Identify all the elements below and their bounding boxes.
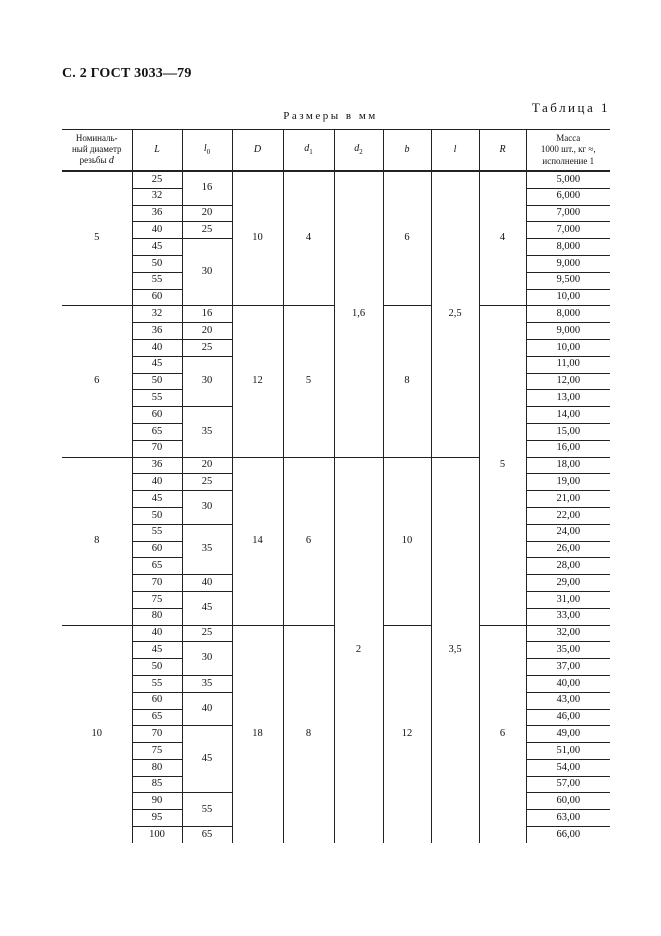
cell-d2: 1,6 <box>334 171 383 457</box>
cell-L: 55 <box>132 272 182 289</box>
cell-l0: 40 <box>182 575 232 592</box>
cell-L: 70 <box>132 726 182 743</box>
cell-L: 45 <box>132 239 182 256</box>
cell-l0: 30 <box>182 491 232 525</box>
cell-mass: 5,000 <box>526 171 610 188</box>
cell-mass: 10,00 <box>526 289 610 306</box>
cell-L: 70 <box>132 575 182 592</box>
cell-d: 8 <box>62 457 132 625</box>
cell-l0: 20 <box>182 323 232 340</box>
table-label: Таблица 1 <box>531 100 610 115</box>
cell-mass: 33,00 <box>526 608 610 625</box>
cell-L: 60 <box>132 289 182 306</box>
cell-L: 75 <box>132 743 182 760</box>
col-header-d: Номиналь- ный диаметр резьбы d <box>62 130 132 172</box>
cell-mass: 35,00 <box>526 642 610 659</box>
cell-D: 14 <box>232 457 283 625</box>
cell-b: 6 <box>383 171 431 306</box>
cell-l0: 30 <box>182 642 232 676</box>
cell-L: 40 <box>132 339 182 356</box>
cell-l: 3,5 <box>431 457 479 843</box>
cell-L: 100 <box>132 827 182 843</box>
cell-D: 18 <box>232 625 283 843</box>
col-header-l: l <box>431 130 479 172</box>
cell-b: 10 <box>383 457 431 625</box>
col-header-d2: $d_2$ <box>334 130 383 172</box>
cell-mass: 10,00 <box>526 339 610 356</box>
cell-l0: 40 <box>182 692 232 726</box>
cell-mass: 46,00 <box>526 709 610 726</box>
cell-mass: 60,00 <box>526 793 610 810</box>
cell-L: 36 <box>132 323 182 340</box>
cell-L: 65 <box>132 423 182 440</box>
cell-L: 36 <box>132 457 182 474</box>
cell-mass: 21,00 <box>526 491 610 508</box>
cell-mass: 66,00 <box>526 827 610 843</box>
cell-L: 90 <box>132 793 182 810</box>
cell-mass: 40,00 <box>526 675 610 692</box>
cell-l0: 25 <box>182 474 232 491</box>
cell-l0: 30 <box>182 356 232 406</box>
cell-L: 70 <box>132 440 182 457</box>
cell-R: 5 <box>479 306 526 625</box>
cell-L: 36 <box>132 205 182 222</box>
cell-mass: 8,000 <box>526 306 610 323</box>
cell-L: 80 <box>132 759 182 776</box>
cell-L: 55 <box>132 390 182 407</box>
cell-d1: 5 <box>283 306 334 457</box>
page-header: С. 2 ГОСТ 3033—79 <box>62 66 192 81</box>
col-header-D: D <box>232 130 283 172</box>
cell-mass: 22,00 <box>526 507 610 524</box>
cell-mass: 31,00 <box>526 591 610 608</box>
cell-R: 6 <box>479 625 526 843</box>
cell-l0: 55 <box>182 793 232 827</box>
cell-l0: 35 <box>182 407 232 457</box>
cell-mass: 14,00 <box>526 407 610 424</box>
cell-mass: 11,00 <box>526 356 610 373</box>
cell-b: 12 <box>383 625 431 843</box>
cell-l0: 20 <box>182 457 232 474</box>
cell-L: 32 <box>132 188 182 205</box>
cell-l0: 16 <box>182 171 232 205</box>
cell-d: 10 <box>62 625 132 843</box>
table-body <box>62 171 610 843</box>
cell-mass: 9,500 <box>526 272 610 289</box>
cell-L: 60 <box>132 692 182 709</box>
cell-L: 25 <box>132 171 182 188</box>
cell-b: 8 <box>383 306 431 457</box>
table-row <box>62 457 610 474</box>
cell-L: 55 <box>132 675 182 692</box>
cell-L: 65 <box>132 558 182 575</box>
cell-R: 4 <box>479 171 526 306</box>
cell-mass: 49,00 <box>526 726 610 743</box>
cell-L: 80 <box>132 608 182 625</box>
cell-L: 45 <box>132 356 182 373</box>
cell-mass: 13,00 <box>526 390 610 407</box>
cell-L: 75 <box>132 591 182 608</box>
cell-l0: 16 <box>182 306 232 323</box>
cell-l0: 25 <box>182 625 232 642</box>
cell-l0: 20 <box>182 205 232 222</box>
cell-d2: 2 <box>334 457 383 843</box>
cell-mass: 24,00 <box>526 524 610 541</box>
cell-l0: 45 <box>182 726 232 793</box>
cell-l0: 65 <box>182 827 232 843</box>
cell-L: 40 <box>132 474 182 491</box>
cell-L: 40 <box>132 222 182 239</box>
cell-L: 50 <box>132 255 182 272</box>
cell-mass: 28,00 <box>526 558 610 575</box>
cell-L: 60 <box>132 541 182 558</box>
cell-mass: 16,00 <box>526 440 610 457</box>
cell-l: 2,5 <box>431 171 479 457</box>
cell-L: 65 <box>132 709 182 726</box>
cell-L: 50 <box>132 659 182 676</box>
cell-mass: 9,000 <box>526 255 610 272</box>
cell-mass: 18,00 <box>526 457 610 474</box>
cell-L: 45 <box>132 491 182 508</box>
col-header-d1: $d_1$ <box>283 130 334 172</box>
cell-mass: 7,000 <box>526 205 610 222</box>
cell-d: 5 <box>62 171 132 306</box>
cell-mass: 19,00 <box>526 474 610 491</box>
dimensions-note: Размеры в мм <box>283 110 378 122</box>
cell-d1: 4 <box>283 171 334 306</box>
cell-d1: 6 <box>283 457 334 625</box>
col-header-L: L <box>132 130 182 172</box>
cell-mass: 32,00 <box>526 625 610 642</box>
cell-mass: 6,000 <box>526 188 610 205</box>
cell-mass: 26,00 <box>526 541 610 558</box>
cell-mass: 15,00 <box>526 423 610 440</box>
cell-L: 50 <box>132 507 182 524</box>
cell-D: 12 <box>232 306 283 457</box>
table-header-row <box>62 130 610 172</box>
col-header-mass: Масса 1000 шт., кг ≈, исполнение 1 <box>526 130 610 172</box>
cell-L: 85 <box>132 776 182 793</box>
col-header-l0: $l_0$ <box>182 130 232 172</box>
cell-mass: 51,00 <box>526 743 610 760</box>
cell-mass: 8,000 <box>526 239 610 256</box>
cell-d: 6 <box>62 306 132 457</box>
cell-mass: 63,00 <box>526 810 610 827</box>
cell-l0: 45 <box>182 591 232 625</box>
cell-mass: 29,00 <box>526 575 610 592</box>
cell-l0: 25 <box>182 222 232 239</box>
cell-D: 10 <box>232 171 283 306</box>
cell-L: 95 <box>132 810 182 827</box>
cell-L: 40 <box>132 625 182 642</box>
cell-mass: 57,00 <box>526 776 610 793</box>
cell-mass: 54,00 <box>526 759 610 776</box>
table-row <box>62 171 610 188</box>
cell-mass: 7,000 <box>526 222 610 239</box>
cell-l0: 25 <box>182 339 232 356</box>
cell-mass: 12,00 <box>526 373 610 390</box>
cell-L: 50 <box>132 373 182 390</box>
cell-mass: 9,000 <box>526 323 610 340</box>
cell-l0: 35 <box>182 675 232 692</box>
cell-d1: 8 <box>283 625 334 843</box>
cell-l0: 35 <box>182 524 232 574</box>
col-header-R: R <box>479 130 526 172</box>
cell-mass: 43,00 <box>526 692 610 709</box>
dimensions-table <box>62 129 610 843</box>
cell-L: 60 <box>132 407 182 424</box>
cell-l0: 30 <box>182 239 232 306</box>
col-header-b: b <box>383 130 431 172</box>
cell-L: 32 <box>132 306 182 323</box>
cell-L: 45 <box>132 642 182 659</box>
cell-L: 55 <box>132 524 182 541</box>
cell-mass: 37,00 <box>526 659 610 676</box>
